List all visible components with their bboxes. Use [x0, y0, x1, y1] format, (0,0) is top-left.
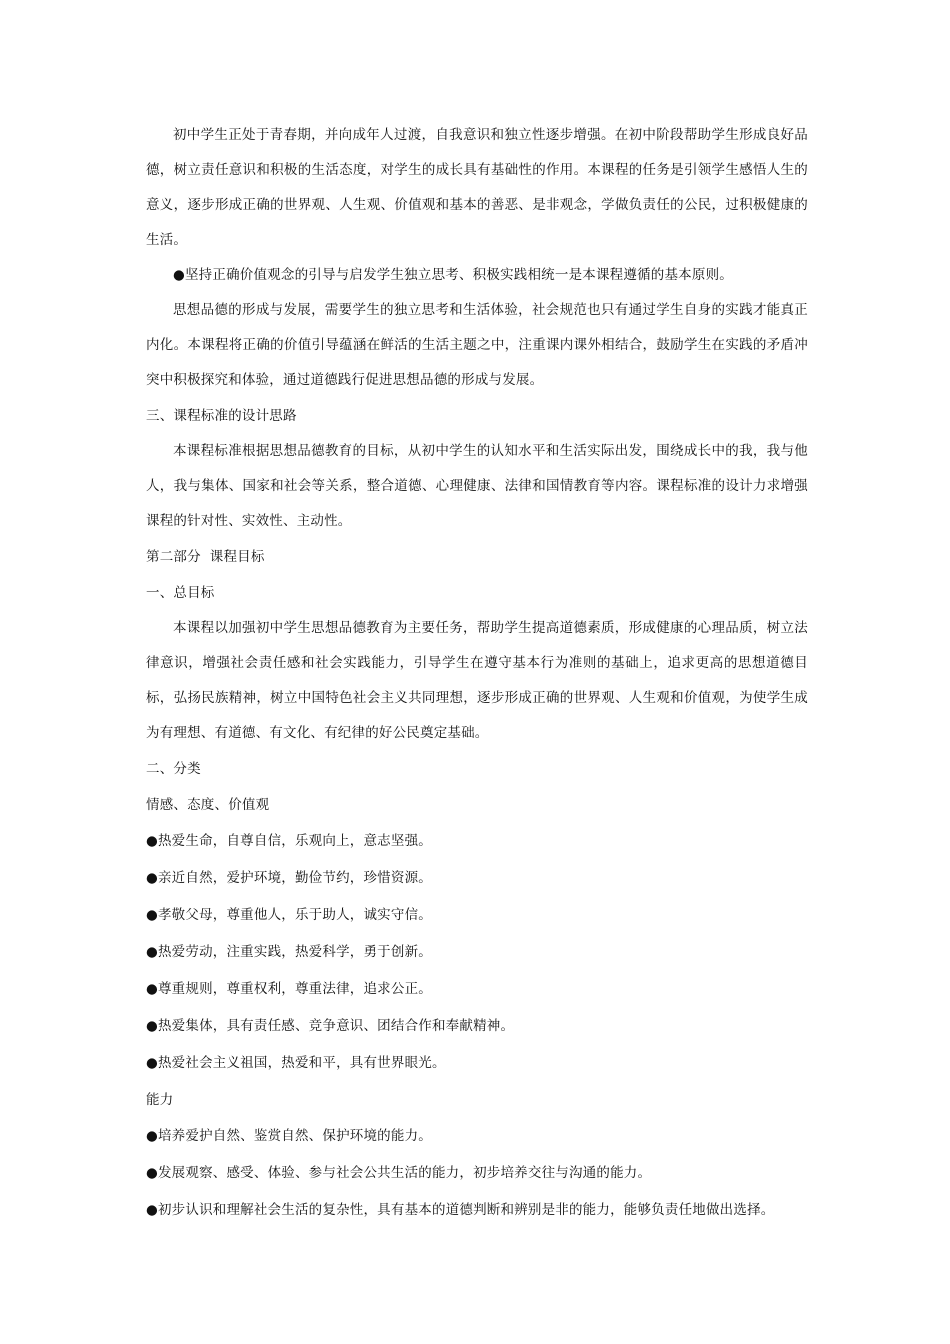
list-item: ●热爱劳动，注重实践，热爱科学，勇于创新。	[146, 944, 432, 960]
paragraph-general-goal: 本课程以加强初中学生思想品德教育为主要任务，帮助学生提高道德素质，形成健康的心理品质，树立法律意识，增强社会责任感和社会实践能力，引导学生在遵守基本行为准则的基础上，追求更高的思想道德目标，弘扬民族精神，树立中国特色社会主义共同理想，逐步形成正确的世界观、人生观和价值观，为使学生成为有理想、有道德、有文化、有纪律的好公民奠定基础。	[146, 620, 808, 741]
ability-list	[146, 1118, 808, 1229]
heading-ability: 能力	[146, 1092, 174, 1108]
paragraph-design: 本课程标准根据思想品德教育的目标，从初中学生的认知水平和生活实际出发，围绕成长中的我，我与他人，我与集体、国家和社会等关系，整合道德、心理健康、法律和国情教育等内容。课程标准的设计力求增强课程的针对性、实效性、主动性。	[146, 443, 808, 529]
heading-design-ideas: 三、课程标准的设计思路	[146, 408, 297, 424]
heading-classification: 二、分类	[146, 761, 201, 777]
list-item: ●初步认识和理解社会生活的复杂性，具有基本的道德判断和辨别是非的能力，能够负责任地做出选择。	[146, 1202, 775, 1218]
list-item: ●热爱集体，具有责任感、竞争意识、团结合作和奉献精神。	[146, 1018, 515, 1034]
list-item: ●发展观察、感受、体验、参与社会公共生活的能力，初步培养交往与沟通的能力。	[146, 1165, 652, 1181]
heading-part-two: 第二部分 课程目标	[146, 549, 265, 565]
list-item: ●尊重规则，尊重权利，尊重法律，追求公正。	[146, 981, 432, 997]
list-item: ●孝敬父母，尊重他人，乐于助人，诚实守信。	[146, 907, 432, 923]
list-item: ●培养爱护自然、鉴赏自然、保护环境的能力。	[146, 1128, 432, 1144]
heading-attitude-values: 情感、态度、价值观	[146, 797, 270, 813]
document-page	[146, 118, 808, 1229]
paragraph-intro: 初中学生正处于青春期，并向成年人过渡，自我意识和独立性逐步增强。在初中阶段帮助学生形成良好品德，树立责任意识和积极的生活态度，对学生的成长具有基础性的作用。本课程的任务是引领学生感悟人生的意义，逐步形成正确的世界观、人生观、价值观和基本的善恶、是非观念，学做负责任的公民，过积极健康的生活。	[146, 127, 808, 248]
list-item: ●热爱社会主义祖国，热爱和平，具有世界眼光。	[146, 1055, 446, 1071]
attitude-list	[146, 823, 808, 1082]
paragraph-principle: ●坚持正确价值观念的引导与启发学生独立思考、积极实践相统一是本课程遵循的基本原则。	[173, 267, 733, 283]
heading-general-goal: 一、总目标	[146, 585, 215, 601]
list-item: ●亲近自然，爱护环境，勤俭节约，珍惜资源。	[146, 870, 432, 886]
list-item: ●热爱生命，自尊自信，乐观向上，意志坚强。	[146, 833, 432, 849]
paragraph-formation: 思想品德的形成与发展，需要学生的独立思考和生活体验，社会规范也只有通过学生自身的实践才能真正内化。本课程将正确的价值引导蕴涵在鲜活的生活主题之中，注重课内课外相结合，鼓励学生在实践的矛盾冲突中积极探究和体验，通过道德践行促进思想品德的形成与发展。	[146, 302, 808, 388]
